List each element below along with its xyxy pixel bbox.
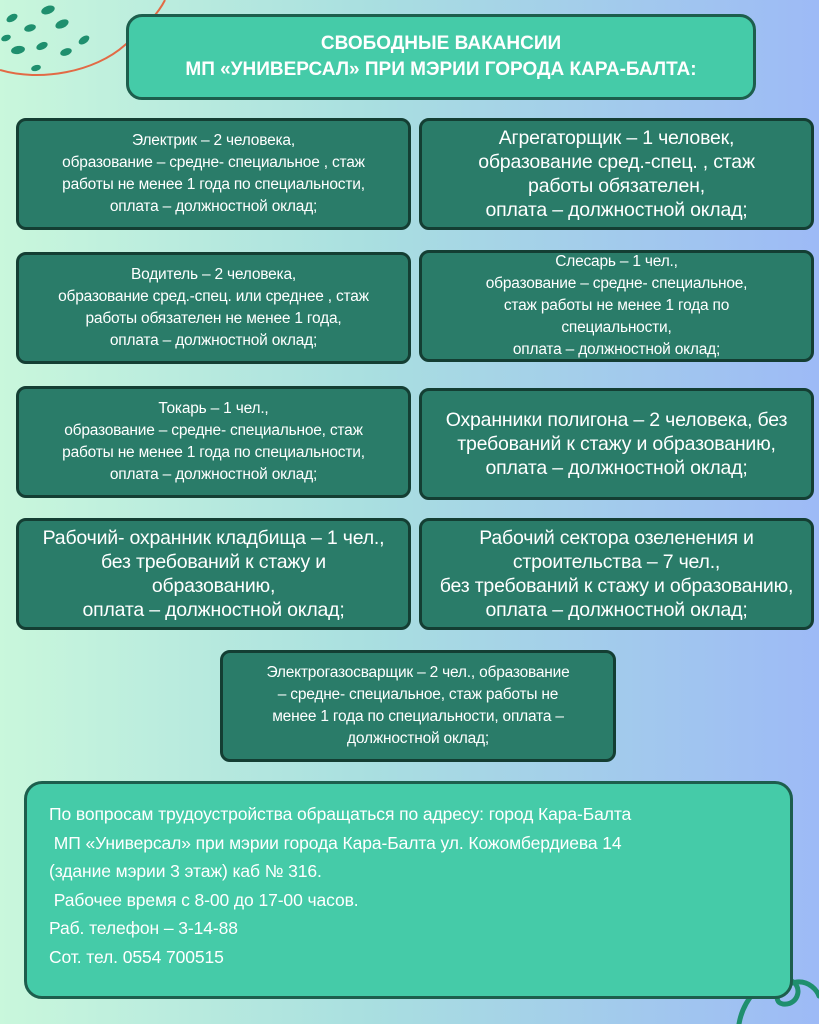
contact-organization-line: МП «Универсал» при мэрии города Кара-Балта ул. Кожомбердиева 14 (49, 832, 622, 853)
vacancy-card-turner (16, 386, 411, 498)
contact-mobile-phone: Сот. тел. 0554 700515 (49, 946, 224, 967)
title-line-1: СВОБОДНЫЕ ВАКАНСИИ (320, 33, 562, 54)
contact-address-line: По вопросам трудоустройства обращаться по адресу: город Кара-Балта (49, 804, 632, 824)
vacancy-text: Рабочий- охранник кладбища – 1 чел., без требований к стажу и образованию, оплата – должностной оклад; (42, 527, 385, 621)
vacancy-text: Рабочий сектора озеленения и строительства – 7 чел., без требований к стажу и образованию, оплата – должностной оклад; (439, 527, 794, 621)
contact-office-line: (здание мэрии 3 этаж) каб № 316. (49, 861, 322, 881)
contact-info-box (24, 781, 793, 999)
vacancy-text: Токарь – 1 чел., образование – средне- специальное, стаж работы не менее 1 года по специальности, оплата – должностной оклад; (62, 400, 365, 483)
leaf-dots (0, 4, 91, 72)
vacancy-text: Водитель – 2 человека, образование сред.-спец. или среднее , стаж работы обязателен не менее 1 года, оплата – должностной оклад; (58, 266, 369, 349)
vacancy-card-welder (220, 650, 616, 762)
vacancy-card-driver (16, 252, 411, 364)
vacancy-card-aggregate-operator (419, 118, 814, 230)
vacancy-text: Агрегаторщик – 1 человек, образование сред.-спец. , стаж работы обязателен, оплата – должностной оклад; (478, 127, 755, 221)
title-banner (126, 14, 756, 100)
contact-work-phone: Раб. телефон – 3-14-88 (49, 918, 238, 938)
vacancy-card-landfill-guards (419, 388, 814, 500)
vacancy-card-electrician (16, 118, 411, 230)
vacancy-text: Электрик – 2 человека, образование – средне- специальное , стаж работы не менее 1 года по специальности, оплата – должностной оклад; (62, 132, 365, 215)
vacancy-text: Электрогазосварщик – 2 чел., образование – средне- специальное, стаж работы не менее 1 года по специальности, оплата – должностной оклад; (266, 664, 570, 747)
vacancy-text: Слесарь – 1 чел., образование – средне- специальное, стаж работы не менее 1 года по специальности, оплата – должностной оклад; (485, 253, 748, 358)
contact-hours-line: Рабочее время с 8-00 до 17-00 часов. (49, 889, 359, 910)
vacancy-card-landscaping-worker (419, 518, 814, 630)
title-line-2: МП «УНИВЕРСАЛ» ПРИ МЭРИИ ГОРОДА КАРА-БАЛТА: (185, 59, 697, 80)
vacancy-card-cemetery-guard (16, 518, 411, 630)
vacancy-card-locksmith (419, 250, 814, 362)
vacancy-text: Охранники полигона – 2 человека, без требований к стажу и образованию, оплата – должностной оклад; (445, 409, 788, 479)
